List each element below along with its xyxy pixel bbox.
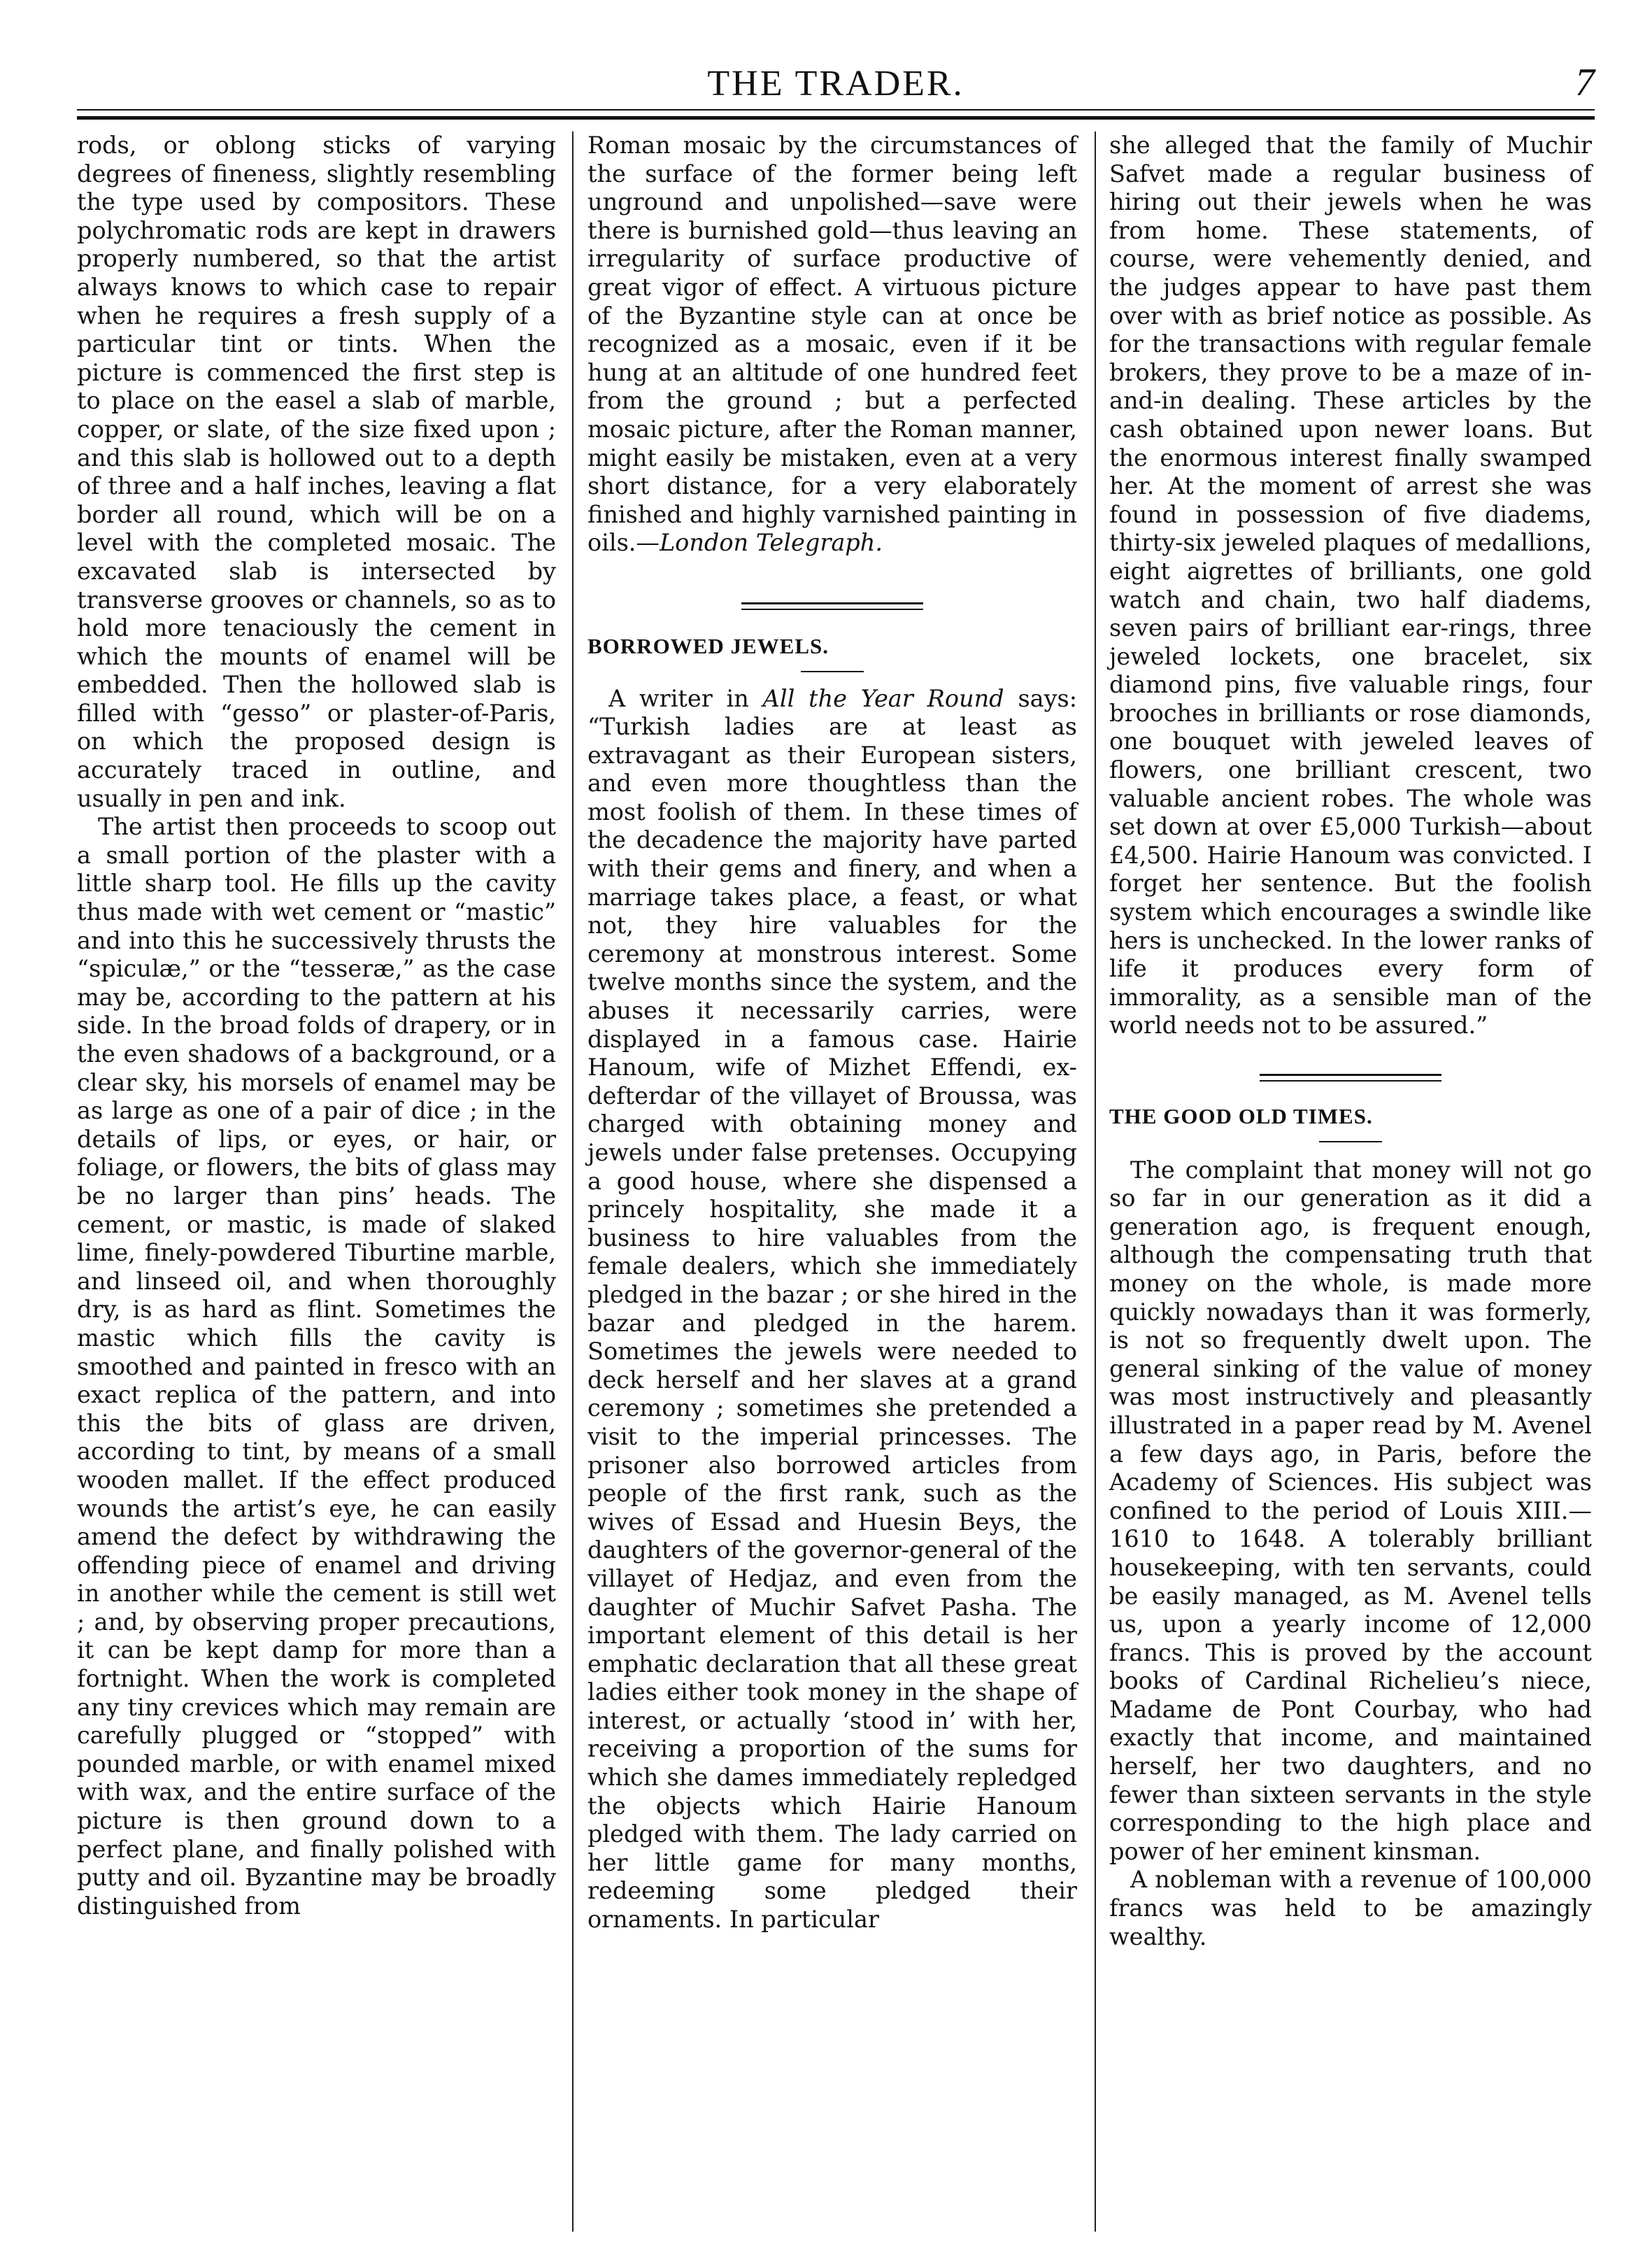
col3-paragraph-1: she alleged that the family of Muchir Safvet made a regular business of hiring out their jewels when he was from home. These statements, of course, were vehemently denied, and the judges appear to have past them over with as brief notice as possible. As for the transactions with regular female brokers, they prove to be a maze of in-and-in dealing. These articles by the cash obtained upon newer loans. But the enormous interest finally swamped her. At the moment of arrest she was found in possession of five diadems, thirty-six jeweled plaques of medallions, eight aigrettes of brilliants, one gold watch and chain, two half diadems, seven pairs of brilliant ear-rings, three jeweled lockets, one bracelet, six diamond pins, five valuable rings, four brooches in brilliants or rose diamonds, one bouquet with jeweled leaves of flowers, one brilliant crescent, two valuable ancient robes. The whole was set down at over £5,000 Turkish—about £4,500. Hairie Hanoum was convicted. I forget her sentence. But the foolish system which encourages a swindle like hers is unchecked. In the lower ranks of life it produces every form of immorality, as a sensible man of the world needs not to be assured.”: [1109, 132, 1592, 1040]
header-rule-thin: [77, 109, 1595, 111]
page-number: 7: [1575, 61, 1595, 104]
column-2: [588, 132, 1077, 2240]
page-header: [77, 60, 1595, 109]
col2-paragraph-2-text: says: “Turkish ladies are at least as extravagant as their European sisters, and even more thoughtless than the most foolish of them. In these times of the decadence the majority have parted with their gems and finery, and when a marriage takes place, a feast, or what not, they hire valuables for the ceremony at monstrous interest. Some twelve months since the system, and the abuses it necessarily carries, were displayed in a famous case. Hairie Hanoum, wife of Mizhet Effendi, ex-defterdar of the villayet of Broussa, was charged with obtaining money and jewels under false pretenses. Occupying a good house, where she dispensed a princely hospitality, she made it a business to hire valuables from the female dealers, which she immediately pledged in the bazar ; or she hired in the bazar and pledged in the harem. Sometimes the jewels were needed to deck herself and her slaves at a grand ceremony ; sometimes she pretended a visit to the imperial princesses. The prisoner also borrowed articles from people of the first rank, such as the wives of Essad and Huesin Beys, the daughters of the governor-general of the villayet of Hedjaz, and even from the daughter of Muchir Safvet Pasha. The important element of this detail is her emphatic declaration that all these great ladies either took money in the shape of interest, or actually ‘stood in’ with her, receiving a proportion of the sums for which she dames immediately repledged the objects which Hairie Hanoum pledged with them. The lady carried on her little game for many months, redeeming some pledged their ornaments. In particular: [588, 684, 1078, 1934]
col2-paragraph-1-text: Roman mosaic by the circumstances of the surface of the former being left unground and unpolished—save were there is burnished gold—thus leaving an irregularity of surface productive of great vigor of effect. A virtuous picture of the Byzantine style can at once be recognized as a mosaic, even if it be hung at an altitude of one hundred feet from the ground ; but a perfected mosaic picture, after the Roman manner, might easily be mistaken, even at a very short distance, for a very elaborately finished and highly varnished painting in oils.—: [588, 132, 1077, 557]
col2-paragraph-1: [588, 132, 1077, 558]
section-divider-good-old-times: [1260, 1074, 1441, 1082]
masthead-title: THE TRADER.: [707, 64, 964, 104]
col2-paragraph-2: [588, 685, 1077, 1934]
section-divider-borrowed-jewels: [741, 602, 923, 610]
heading-borrowed-jewels: BORROWED JEWELS.: [588, 633, 829, 658]
col1-paragraph-2: The artist then proceeds to scoop out a small portion of the plaster with a little sharp tool. He fills up the cavity thus made with wet cement or “mastic” and into this he successively thrusts the “spiculæ,” or the “tesseræ,” as the case may be, according to the pattern at his side. In the broad folds of drapery, or in the even shadows of a background, or a clear sky, his morsels of enamel may be as large as one of a pair of dice ; in the details of lips, or eyes, or hair, or foliage, or flowers, the bits of glass may be no larger than pins’ heads. The cement, or mastic, is made of slaked lime, finely-powdered Tiburtine marble, and linseed oil, and when thoroughly dry, is as hard as flint. Sometimes the mastic which fills the cavity is smoothed and painted in fresco with an exact replica of the pattern, and into this the bits of glass are driven, according to tint, by means of a small wooden mallet. If the effect produced wounds the artist’s eye, he can easily amend the defect by withdrawing the offending piece of enamel and driving in another while the cement is still wet ; and, by observing proper precautions, it can be kept damp for more than a fortnight. When the work is completed any tiny crevices which may remain are carefully plugged or “stopped” with pounded marble, or with enamel mixed with wax, and the entire surface of the picture is then ground down to a perfect plane, and finally polished with putty and oil. Byzantine may be broadly distinguished from: [77, 813, 556, 1920]
col2-paragraph-2-lead: A writer in: [608, 684, 749, 712]
col3-paragraph-2: The complaint that money will not go so far in our generation as it did a generation ago, is frequent enough, although the compensating truth that money on the whole, is made more quickly nowadays than it was formerly, is not so frequently dwelt upon. The general sinking of the value of money was most instructively and pleasantly illustrated in a paper read by M. Avenel a few days ago, in Paris, before the Academy of Sciences. His subject was confined to the period of Louis XIII.—1610 to 1648. A tolerably brilliant housekeeping, with ten servants, could be easily managed, as M. Avenel tells us, upon a yearly income of 12,000 francs. This is proved by the account books of Cardinal Richelieu’s niece, Madame de Pont Courbay, who had exactly that income, and maintained herself, her two daughters, and no fewer than sixteen servants in the style corresponding to the high place and power of her eminent kinsman.: [1109, 1156, 1592, 1865]
column-1: [77, 132, 556, 2240]
col1-paragraph-1: rods, or oblong sticks of varying degrees of fineness, slightly resembling the type used by compositors. These polychromatic rods are kept in drawers properly numbered, so that the artist always knows to which case to repair when he requires a fresh supply of a particular tint or tints. When the picture is commenced the first step is to place on the easel a slab of marble, copper, or slate, of the size fixed upon ; and this slab is hollowed out to a depth of three and a half inches, leaving a flat border all round, which will be on a level with the completed mosaic. The excavated slab is intersected by transverse grooves or channels, so as to hold more tenaciously the cement in which the mounts of enamel will be embedded. Then the hollowed slab is filled with “gesso” or plaster-of-Paris, on which the proposed design is accurately traced in outline, and usually in pen and ink.: [77, 132, 556, 812]
col2-publication-title: All the Year Round: [762, 684, 1004, 712]
header-rule-thick: [77, 116, 1595, 120]
column-divider-right: [1095, 132, 1096, 2232]
column-3: [1109, 132, 1592, 2240]
col2-source-credit: London Telegraph.: [659, 529, 883, 557]
col3-paragraph-3: A nobleman with a revenue of 100,000 francs was held to be amazingly wealthy.: [1109, 1866, 1592, 1950]
heading-good-old-times: THE GOOD OLD TIMES.: [1109, 1104, 1373, 1128]
column-divider-left: [572, 132, 574, 2232]
